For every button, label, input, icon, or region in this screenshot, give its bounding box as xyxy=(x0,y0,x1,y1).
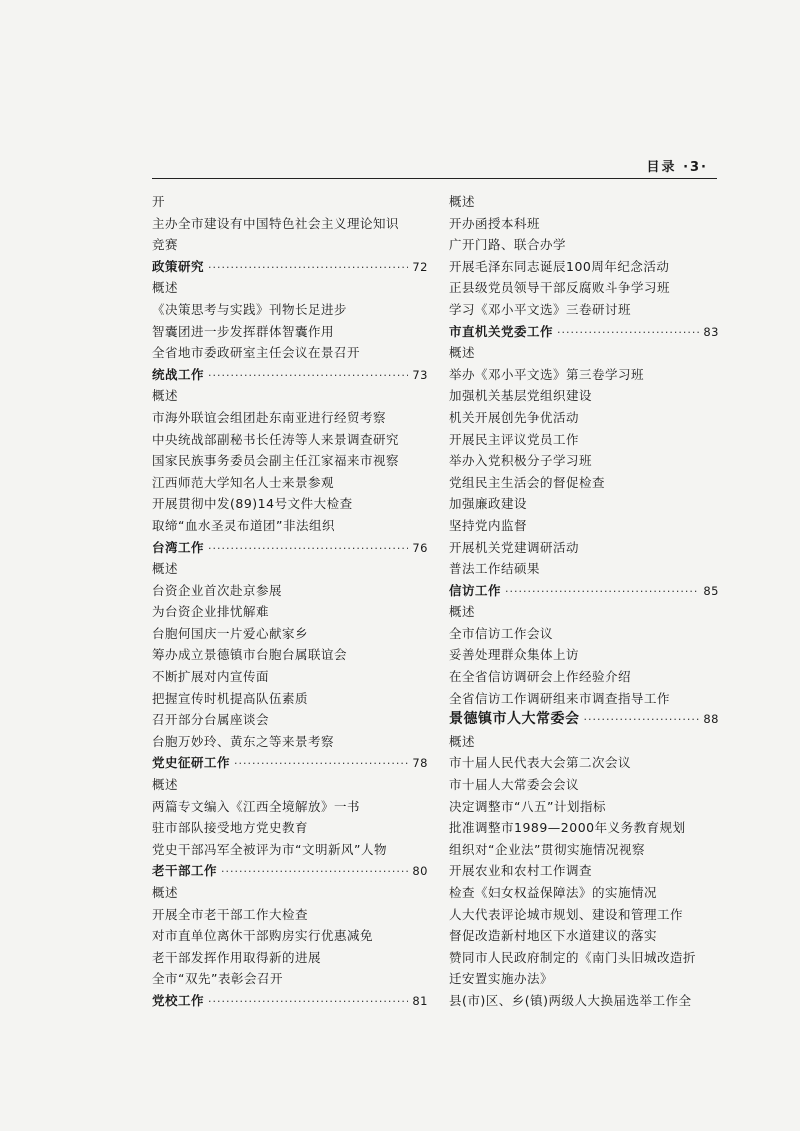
toc-entry: 两篇专文编入《江西全境解放》一书 xyxy=(152,798,361,814)
toc-entry: 开展毛泽东同志诞辰100周年纪念活动 xyxy=(449,258,670,274)
section-title: 政策研究 xyxy=(152,258,205,274)
toc-entry: 全省地市委政研室主任会议在景召开 xyxy=(152,345,361,361)
toc-entry: 批准调整市1989—2000年义务教育规划 xyxy=(449,820,686,836)
section-title: 景德镇市人大常委会 xyxy=(449,711,580,728)
section-page-number: 88 xyxy=(703,712,719,727)
toc-entry: 概述 xyxy=(152,561,179,577)
toc-entry: 加强廉政建设 xyxy=(449,496,528,512)
toc-entry: 举办入党积极分子学习班 xyxy=(449,453,593,469)
toc-entry: 市海外联谊会组团赴东南亚进行经贸考察 xyxy=(152,409,387,425)
page-header xyxy=(0,156,800,176)
toc-entry: 概述 xyxy=(449,345,476,361)
toc-entry: 全市信访工作会议 xyxy=(449,625,554,641)
toc-entry: 竞赛 xyxy=(152,237,179,253)
toc-entry: 党组民主生活会的督促检查 xyxy=(449,474,606,490)
toc-entry: 老干部发挥作用取得新的进展 xyxy=(152,949,322,965)
dot-leader xyxy=(208,538,408,560)
toc-entry: 江西师范大学知名人士来景参观 xyxy=(152,474,335,490)
toc-entry: 赞同市人民政府制定的《南门头旧城改造折 xyxy=(449,949,697,965)
section-page-number: 81 xyxy=(412,993,428,1008)
section-title: 党校工作 xyxy=(152,992,205,1008)
toc-entry: 对市直单位离休干部购房实行优惠减免 xyxy=(152,928,374,944)
toc-left-column xyxy=(152,191,428,1012)
section-title: 统战工作 xyxy=(152,366,205,382)
toc-entry: 概述 xyxy=(449,194,476,209)
toc-section-heading xyxy=(152,860,428,882)
toc-entry: 学习《邓小平文选》三卷研讨班 xyxy=(449,301,632,317)
toc-entry: 决定调整市“八五”计划指标 xyxy=(449,798,606,814)
toc-entry: 举办《邓小平文选》第三卷学习班 xyxy=(449,366,645,382)
toc-entry: 开展农业和农村工作调查 xyxy=(449,863,593,879)
toc-entry: 全省信访工作调研组来市调查指导工作 xyxy=(449,690,671,706)
dot-leader xyxy=(505,581,699,603)
toc-entry: 台资企业首次赴京参展 xyxy=(152,582,283,598)
toc-entry: 市十届人民代表大会第二次会议 xyxy=(449,755,632,771)
toc-entry: 坚持党内监督 xyxy=(449,517,528,533)
toc-entry: 党史干部冯军全被评为市“文明新风”人物 xyxy=(152,841,387,857)
running-title: 目录 ·3· xyxy=(646,160,708,175)
toc-section-heading xyxy=(449,321,719,343)
toc-section-heading xyxy=(449,580,719,602)
toc-right-column xyxy=(449,191,719,1012)
toc-entry: 正县级党员领导干部反腐败斗争学习班 xyxy=(449,280,671,296)
section-title: 信访工作 xyxy=(449,582,502,598)
toc-entry: 概述 xyxy=(152,280,179,296)
toc-entry: 迁安置实施办法》 xyxy=(449,971,554,987)
toc-entry: 筹办成立景德镇市台胞台属联谊会 xyxy=(152,647,348,663)
toc-entry: 《决策思考与实践》刊物长足进步 xyxy=(152,301,348,317)
toc-entry: 不断扩展对内宣传面 xyxy=(152,669,270,685)
toc-section-heading xyxy=(152,256,428,278)
toc-entry: 概述 xyxy=(152,777,179,793)
toc-entry: 开展全市老干部工作大检查 xyxy=(152,906,309,922)
toc-entry: 人大代表评论城市规划、建设和管理工作 xyxy=(449,906,684,922)
section-page-number: 73 xyxy=(412,367,428,382)
toc-entry: 妥善处理群众集体上访 xyxy=(449,647,580,663)
toc-entry: 开展机关党建调研活动 xyxy=(449,539,580,555)
toc-entry: 取缔“血水圣灵布道团”非法组织 xyxy=(152,517,335,533)
dot-leader xyxy=(208,257,408,279)
toc-entry: 概述 xyxy=(449,733,476,749)
dot-leader xyxy=(557,322,699,344)
toc-entry: 督促改造新村地区下水道建议的落实 xyxy=(449,928,658,944)
section-title: 老干部工作 xyxy=(152,863,218,879)
section-title: 台湾工作 xyxy=(152,539,205,555)
toc-entry: 组织对“企业法”贯彻实施情况视察 xyxy=(449,841,645,857)
dot-leader xyxy=(208,991,408,1013)
toc-entry: 市十届人大常委会会议 xyxy=(449,777,580,793)
toc-entry: 台胞何国庆一片爱心献家乡 xyxy=(152,625,309,641)
toc-entry: 台胞万妙玲、黄东之等来景考察 xyxy=(152,733,335,749)
toc-entry: 智囊团进一步发挥群体智囊作用 xyxy=(152,323,335,339)
toc-entry: 开展民主评议党员工作 xyxy=(449,431,580,447)
toc-entry: 全市“双先”表彰会召开 xyxy=(152,971,283,987)
section-page-number: 83 xyxy=(703,324,719,339)
dot-leader xyxy=(234,753,408,775)
toc-entry: 为台资企业排忧解难 xyxy=(152,604,270,620)
toc-entry: 把握宣传时机提高队伍素质 xyxy=(152,690,309,706)
section-page-number: 85 xyxy=(703,583,719,598)
toc-section-heading xyxy=(152,537,428,559)
toc-entry: 中央统战部副秘书长任涛等人来景调查研究 xyxy=(152,431,400,447)
toc-entry: 开 xyxy=(152,194,166,209)
toc-entry: 开展贯彻中发(89)14号文件大检查 xyxy=(152,496,353,512)
toc-entry: 检查《妇女权益保障法》的实施情况 xyxy=(449,885,658,900)
section-page-number: 80 xyxy=(412,864,428,879)
toc-entry: 国家民族事务委员会副主任江家福来市视察 xyxy=(152,453,400,469)
toc-entry: 加强机关基层党组织建设 xyxy=(449,388,593,404)
dot-leader xyxy=(584,709,700,731)
dot-leader xyxy=(221,861,408,883)
toc-entry: 开办函授本科班 xyxy=(449,215,541,231)
dot-leader xyxy=(208,365,408,387)
toc-entry: 召开部分台属座谈会 xyxy=(152,712,270,728)
section-page-number: 78 xyxy=(412,756,428,771)
toc-entry: 机关开展创先争优活动 xyxy=(449,409,580,425)
toc-entry: 主办全市建设有中国特色社会主义理论知识 xyxy=(152,215,400,231)
toc-section-heading xyxy=(449,709,719,731)
section-page-number: 76 xyxy=(412,540,428,555)
toc-section-heading xyxy=(152,364,428,386)
toc-entry: 概述 xyxy=(449,604,476,620)
header-rule xyxy=(152,178,717,179)
toc-section-heading xyxy=(152,752,428,774)
toc-entry: 驻市部队接受地方党史教育 xyxy=(152,820,309,836)
section-title: 市直机关党委工作 xyxy=(449,323,554,339)
toc-section-heading xyxy=(152,990,428,1012)
toc-entry: 在全省信访调研会上作经验介绍 xyxy=(449,669,632,685)
toc-entry: 概述 xyxy=(152,885,179,900)
toc-entry: 概述 xyxy=(152,388,179,404)
toc-entry: 县(市)区、乡(镇)两级人大换届选举工作全 xyxy=(449,992,692,1008)
toc-entry: 广开门路、联合办学 xyxy=(449,237,567,253)
section-title: 党史征研工作 xyxy=(152,755,231,771)
section-page-number: 72 xyxy=(412,259,428,274)
toc-entry: 普法工作结硕果 xyxy=(449,561,541,577)
